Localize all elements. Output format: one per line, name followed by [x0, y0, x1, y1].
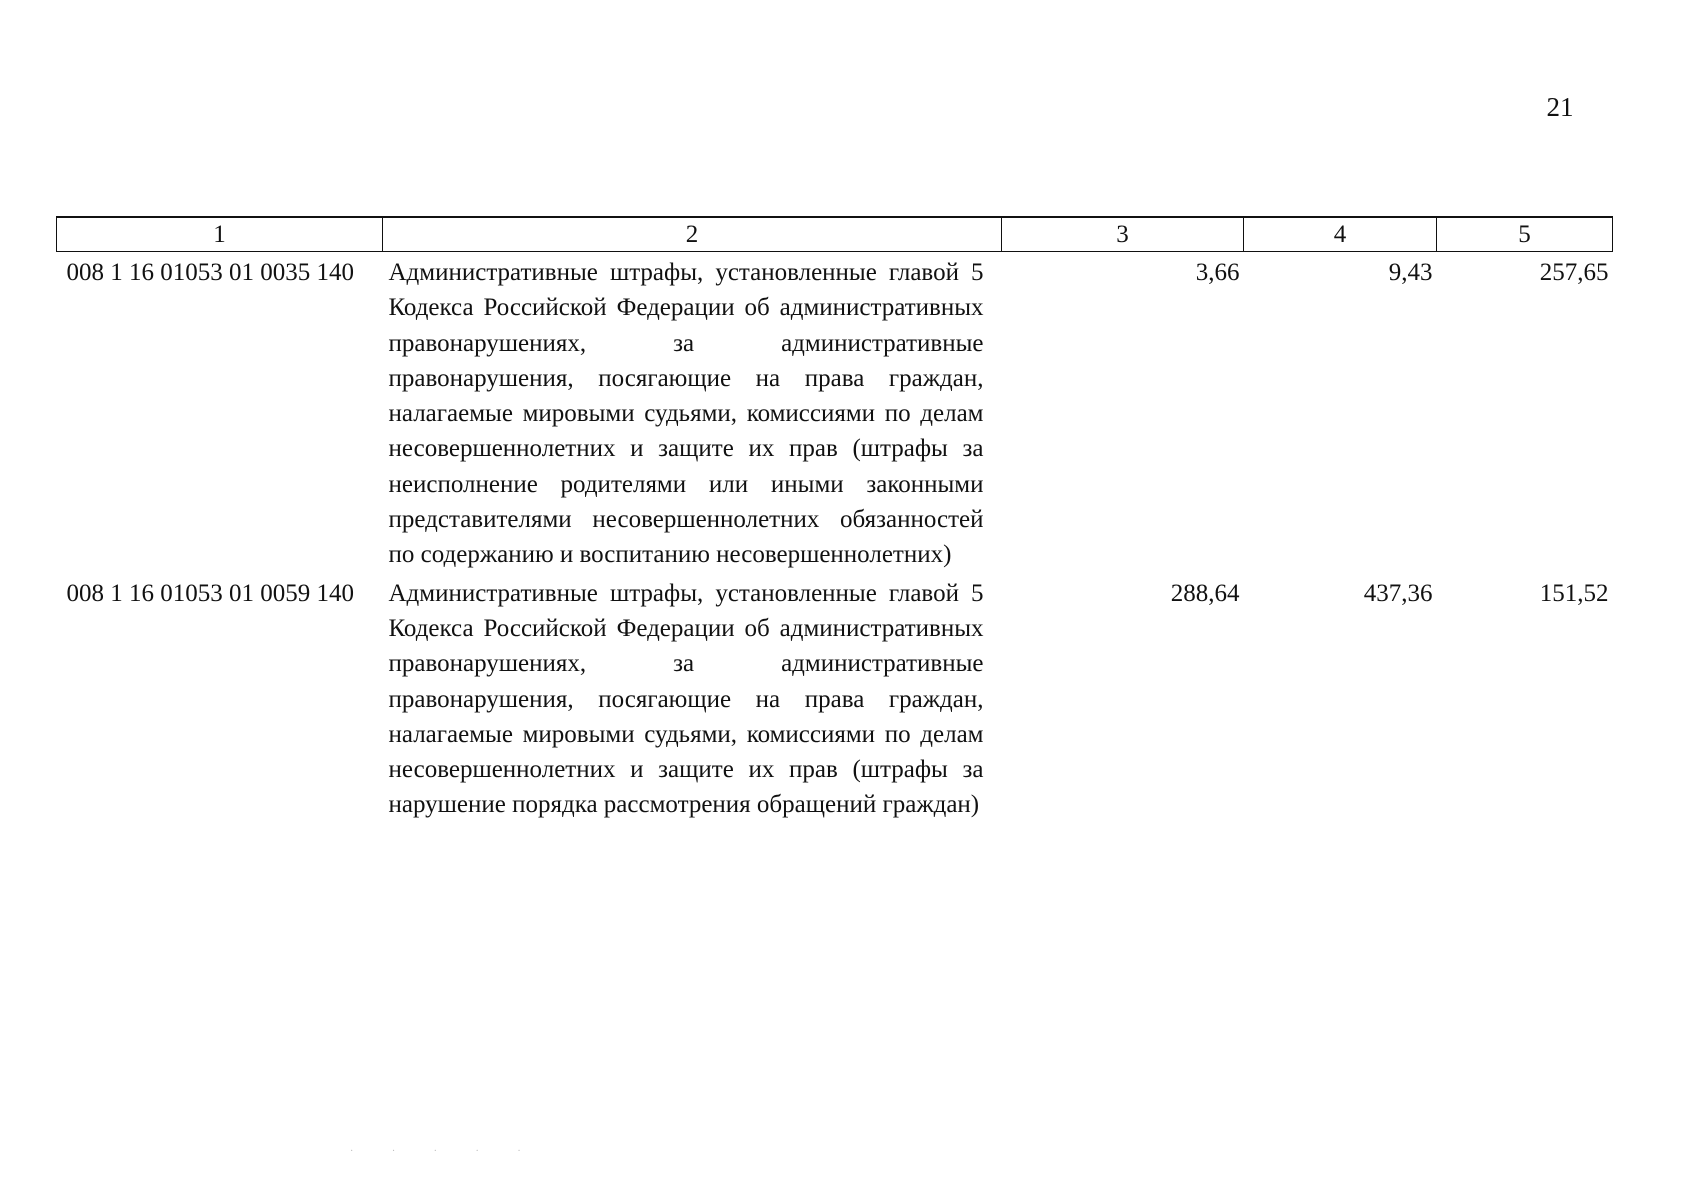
table-row [57, 252, 1613, 573]
row-description: Административные штрафы, установленные главой 5 Кодекса Российской Федерации об административных правонарушениях, за административные правонарушения, посягающие на права граждан, налагаемые мировыми судьями, комиссиями по делам несовершеннолетних и защите их прав (штрафы за неисполнение родителями или иными законными представителями несовершеннолетних обязанностей по содержанию и воспитанию несовершеннолетних) [388, 259, 984, 569]
row-value-col4: 9,43 [1388, 259, 1433, 286]
table-body [57, 252, 1613, 823]
header-col-2: 2 [383, 217, 1002, 252]
scan-artifact: · · · · · [350, 1146, 539, 1157]
row-code: 008 1 16 01053 01 0059 140 [66, 579, 354, 607]
header-row [57, 217, 1613, 252]
header-col-5: 5 [1437, 217, 1613, 252]
budget-table [56, 216, 1613, 823]
row-value-col4: 437,36 [1363, 579, 1433, 607]
row-value-col5: 151,52 [1539, 579, 1609, 607]
row-value-col3: 288,64 [1170, 579, 1240, 607]
row-description: Административные штрафы, установленные главой 5 Кодекса Российской Федерации об административных правонарушениях, за административные правонарушения, посягающие на права граждан, налагаемые мировыми судьями, комиссиями по делам несовершеннолетних и защите их прав (штрафы за нарушение порядка рассмотрения обращений граждан) [388, 579, 984, 819]
table-header [57, 217, 1613, 252]
header-col-4: 4 [1244, 217, 1437, 252]
page-number: 21 [1546, 92, 1574, 122]
row-code: 008 1 16 01053 01 0035 140 [66, 259, 354, 286]
row-value-col5: 257,65 [1539, 259, 1609, 286]
header-col-3: 3 [1002, 217, 1244, 252]
header-col-1: 1 [57, 217, 383, 252]
table-row [57, 573, 1613, 823]
row-value-col3: 3,66 [1195, 259, 1240, 286]
